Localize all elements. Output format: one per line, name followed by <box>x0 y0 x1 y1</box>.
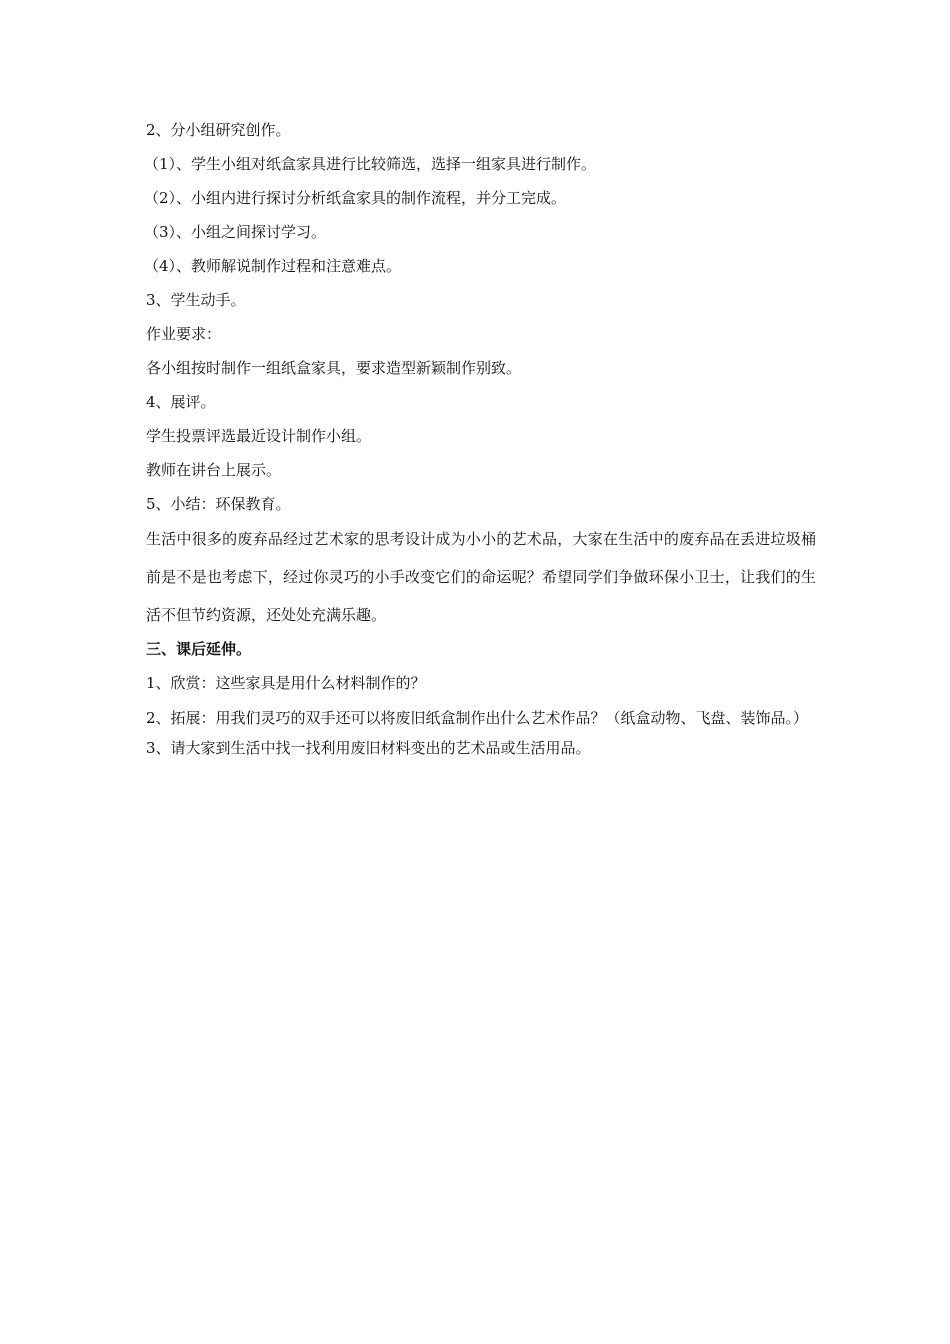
step-4-heading: 4、展评。 <box>146 393 216 411</box>
step-2-item-3: （3）、小组之间探讨学习。 <box>144 223 327 241</box>
step-2-item-4: （4）、教师解说制作过程和注意难点。 <box>144 257 402 275</box>
step-4-line-1: 学生投票评选最近设计制作小组。 <box>146 427 372 445</box>
step-5-heading: 5、小结：环保教育。 <box>146 495 291 513</box>
homework-requirement: 各小组按时制作一组纸盒家具，要求造型新颖制作别致。 <box>146 359 522 377</box>
document-body <box>146 118 816 770</box>
summary-paragraph: 生活中很多的废弃品经过艺术家的思考设计成为小小的艺术品，大家在生活中的废弃品在丢进垃圾桶前是不是也考虑下，经过你灵巧的小手改变它们的命运呢？希望同学们争做环保小卫士，让我们的生活不但节约资源，还处处充满乐趣。 <box>146 530 816 624</box>
extension-item-3: 3、请大家到生活中找一找利用废旧材料变出的艺术品或生活用品。 <box>146 739 591 757</box>
step-2-item-1: （1）、学生小组对纸盒家具进行比较筛选，选择一组家具进行制作。 <box>144 155 597 173</box>
step-2-item-2: （2）、小组内进行探讨分析纸盒家具的制作流程，并分工完成。 <box>144 189 567 207</box>
step-3-heading: 3、学生动手。 <box>146 291 246 309</box>
step-2-heading: 2、分小组研究创作。 <box>146 121 291 139</box>
step-4-line-2: 教师在讲台上展示。 <box>146 461 282 479</box>
homework-label: 作业要求： <box>146 325 222 343</box>
extension-item-1: 1、欣赏：这些家具是用什么材料制作的？ <box>146 674 426 692</box>
section-heading: 三、课后延伸。 <box>146 640 252 658</box>
extension-item-2: 2、拓展：用我们灵巧的双手还可以将废旧纸盒制作出什么艺术作品？（纸盒动物、飞盘、装饰品。） <box>146 709 809 727</box>
